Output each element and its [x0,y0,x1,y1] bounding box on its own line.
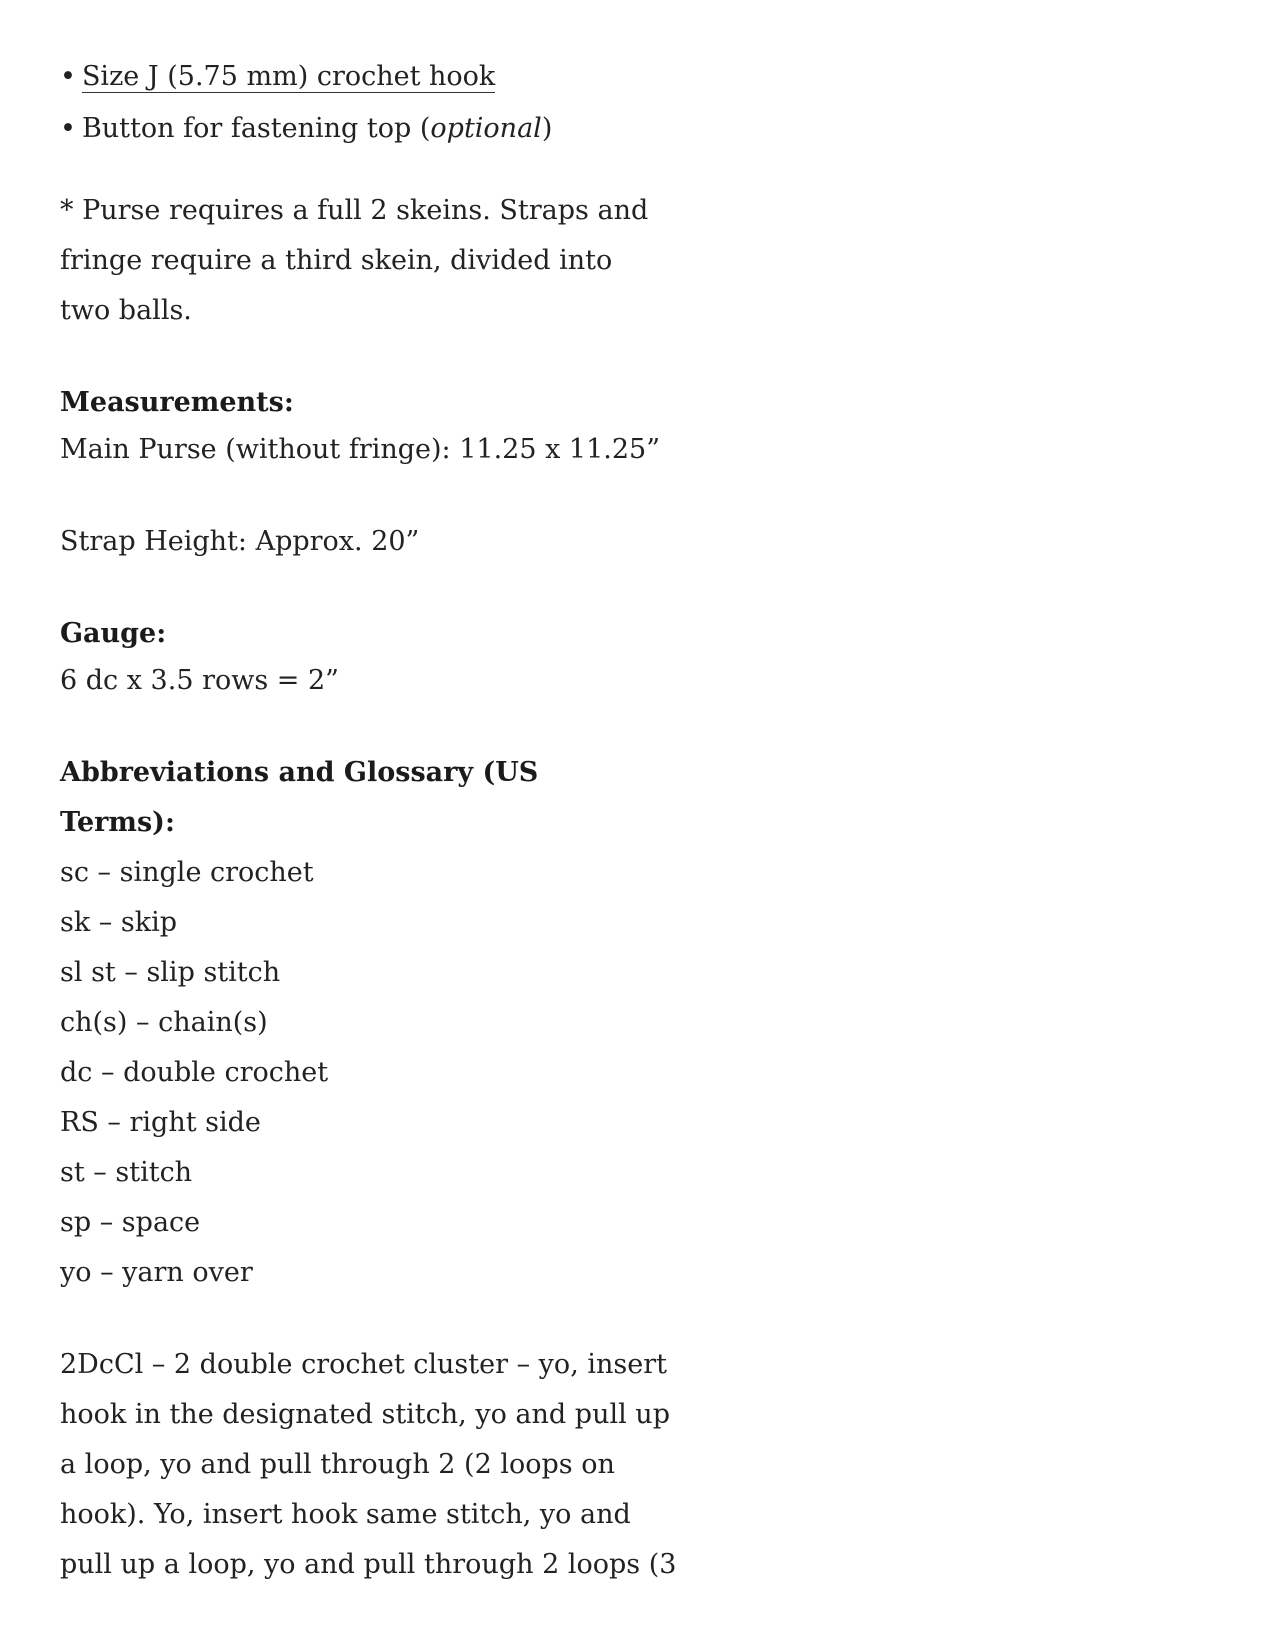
optional-note: optional [430,113,542,144]
glossary-item: sl st – slip stitch [60,957,281,988]
measurements-heading: Measurements: [60,387,294,418]
glossary-item: st – stitch [60,1157,193,1188]
glossary-item: sk – skip [60,907,178,938]
crochet-hook-link[interactable]: Size J (5.75 mm) crochet hook [81,61,496,92]
main-purse-measurement: Main Purse (without fringe): 11.25 x 11.25” [60,434,661,465]
cluster-definition [60,1340,677,1590]
button-item-text: Button for fastening top [81,113,420,144]
glossary-item: ch(s) – chain(s) [60,1007,268,1038]
glossary-list [60,848,660,1298]
bullet-icon: • [60,113,76,144]
optional-open-paren: ( [419,113,431,144]
glossary-item: yo – yarn over [60,1257,253,1288]
cluster-line: hook). Yo, insert hook same stitch, yo and [60,1499,631,1530]
glossary-item: RS – right side [60,1107,261,1138]
cluster-line: hook in the designated stitch, yo and pull up [60,1399,670,1430]
glossary-item: sc – single crochet [60,857,314,888]
skein-note: * Purse requires a full 2 skeins. Straps and fringe require a third skein, divided into two balls. [60,195,649,326]
materials-list [60,60,660,146]
cluster-line: a loop, yo and pull through 2 (2 loops on [60,1449,615,1480]
article-content [60,60,677,1590]
gauge-heading: Gauge: [60,618,167,649]
list-item [60,60,660,94]
cluster-line: pull up a loop, yo and pull through 2 loops (3 [60,1549,677,1580]
bullet-icon: • [60,61,76,92]
optional-close-paren: ) [541,113,553,144]
glossary-item: sp – space [60,1207,201,1238]
strap-height: Strap Height: Approx. 20” [60,526,420,557]
glossary-item: dc – double crochet [60,1057,329,1088]
list-item [60,112,660,146]
cluster-line: 2DcCl – 2 double crochet cluster – yo, insert [60,1349,667,1380]
gauge-value: 6 dc x 3.5 rows = 2” [60,665,339,696]
glossary-heading: Abbreviations and Glossary (US Terms): [60,757,539,838]
